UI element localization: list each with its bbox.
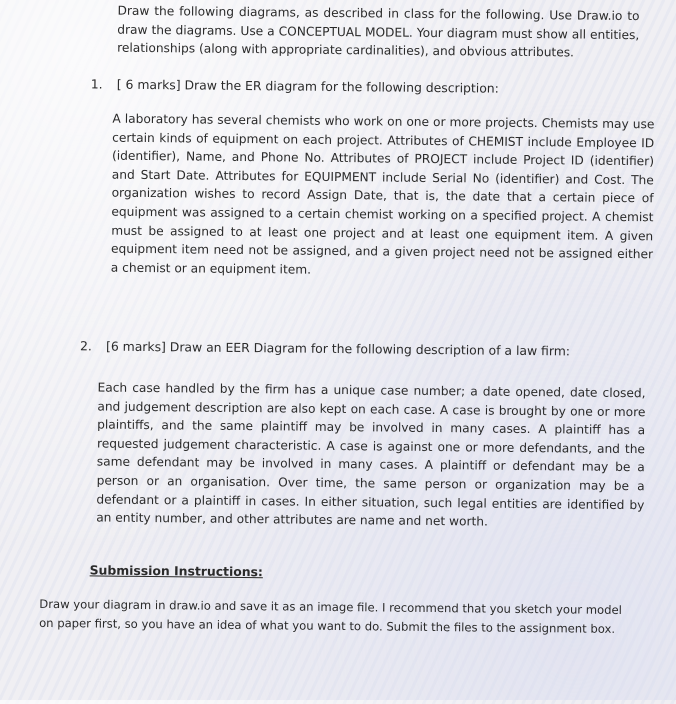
question-2-heading bbox=[80, 337, 620, 361]
intro-paragraph: Draw the following diagrams, as described in class for the following. Use Draw.io to draw the diagrams. Use a CONCEPTUAL MODEL. Your diagram must show all entities, relationships (along with appropriate cardinalities), and obvious attributes. bbox=[117, 3, 640, 60]
question-2-body: Each case handled by the firm has a unique case number; a date opened, date closed, and judgement description are also kept on each case. A case is brought by one or more plaintiffs, and the same plaintiff may be involved in many cases. A plaintiff has a requested judgement characteristic. A case is against one or more defendants, and the same defendant may be involved in many cases. A plaintiff or defendant may be a person or an organisation. Over time, the same person or organization may be a defendant or a plaintiff in cases. In either situation, such legal entities are identified by an entity number, and other attributes are name and net worth. bbox=[96, 380, 646, 529]
question-2-heading-text: [6 marks] Draw an EER Diagram for the following description of a law firm: bbox=[105, 338, 571, 359]
submission-body: Draw your diagram in draw.io and save it as an image file. I recommend that you sketch your model on paper first, so you have an idea of what you want to do. Submit the files to the assignment box. bbox=[39, 596, 622, 636]
question-1-number: 1. bbox=[90, 76, 103, 92]
question-1-heading bbox=[91, 75, 611, 98]
question-1-heading-text: [ 6 marks] Draw the ER diagram for the following description: bbox=[116, 76, 499, 96]
submission-title: Submission Instructions: bbox=[89, 562, 264, 580]
question-2-number: 2. bbox=[79, 338, 92, 354]
question-1-body: A laboratory has several chemists who work on one or more projects. Chemists may use certain kinds of equipment on each project. Attributes of CHEMIST include Employee ID (identifier), Name, and Phone No. Attributes of PROJECT include Project ID (identifier) and Start Date. Attributes for EQUIPMENT include Serial No (identifier) and Cost. The organization wishes to record Assign Date, that is, the date that a certain piece of equipment was assigned to a certain chemist working on a specified project. A chemist must be assigned to at least one project and at least one equipment item. A given equipment item need not be assigned, and a given project need not be assigned either a chemist or an equipment item. bbox=[110, 111, 655, 277]
